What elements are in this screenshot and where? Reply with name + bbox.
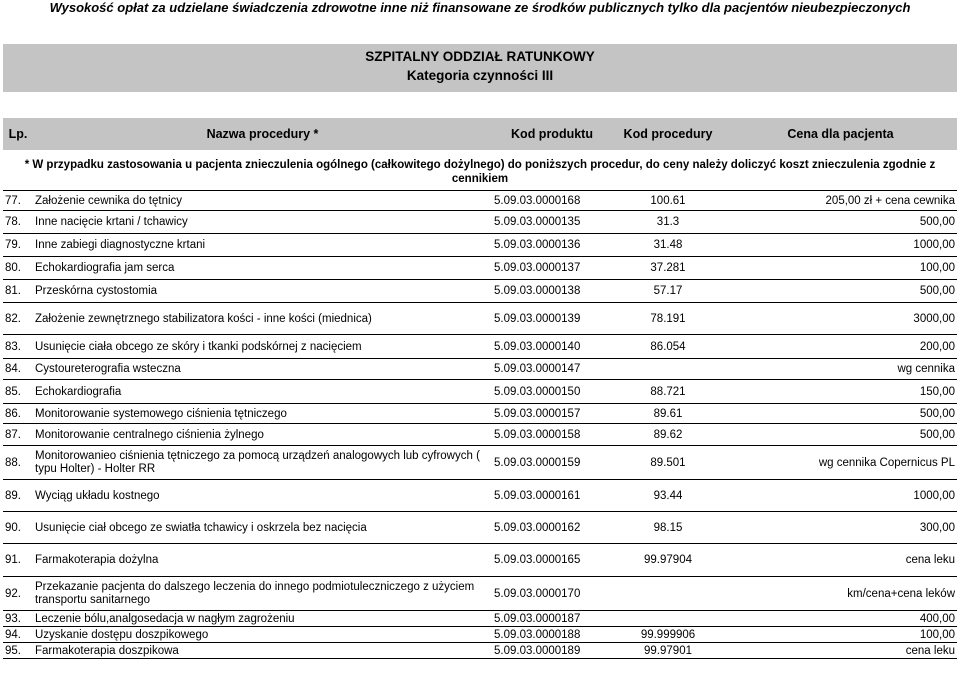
row-price: 500,00 <box>724 404 957 424</box>
row-lp: 81. <box>3 280 33 303</box>
row-procedure-name: Inne nacięcie krtani / tchawicy <box>33 211 492 234</box>
row-product-code: 5.09.03.0000168 <box>492 191 612 211</box>
row-product-code: 5.09.03.0000137 <box>492 257 612 280</box>
header-procedure-code: Kod procedury <box>612 118 724 150</box>
row-price: 300,00 <box>724 512 957 544</box>
row-price: cena leku <box>724 643 957 659</box>
row-procedure-code: 31.48 <box>612 234 724 257</box>
row-lp: 90. <box>3 512 33 544</box>
row-lp: 92. <box>3 577 33 611</box>
row-product-code: 5.09.03.0000158 <box>492 424 612 446</box>
row-product-code: 5.09.03.0000150 <box>492 380 612 404</box>
row-procedure-name: Farmakoterapia dożylna <box>33 544 492 577</box>
row-product-code: 5.09.03.0000161 <box>492 480 612 512</box>
price-table <box>3 118 957 659</box>
row-product-code: 5.09.03.0000140 <box>492 335 612 359</box>
row-procedure-name: Leczenie bólu,analgosedacja w nagłym zagrożeniu <box>33 611 492 627</box>
table-row <box>3 191 957 211</box>
table-row <box>3 234 957 257</box>
row-price: km/cena+cena leków <box>724 577 957 611</box>
table-row <box>3 627 957 643</box>
row-lp: 78. <box>3 211 33 234</box>
row-price: 150,00 <box>724 380 957 404</box>
row-procedure-name: Przeskórna cystostomia <box>33 280 492 303</box>
table-row <box>3 577 957 611</box>
row-lp: 94. <box>3 627 33 643</box>
row-lp: 83. <box>3 335 33 359</box>
row-procedure-code: 86.054 <box>612 335 724 359</box>
row-lp: 86. <box>3 404 33 424</box>
row-product-code: 5.09.03.0000187 <box>492 611 612 627</box>
row-procedure-code: 57.17 <box>612 280 724 303</box>
row-procedure-name: Monitorowanieo ciśnienia tętniczego za pomocą urządzeń analogowych lub cyfrowych ( typu Holter) - Holter RR <box>33 446 492 480</box>
row-lp: 80. <box>3 257 33 280</box>
row-product-code: 5.09.03.0000157 <box>492 404 612 424</box>
row-product-code: 5.09.03.0000159 <box>492 446 612 480</box>
row-lp: 91. <box>3 544 33 577</box>
row-lp: 87. <box>3 424 33 446</box>
table-row <box>3 611 957 627</box>
table-row <box>3 643 957 659</box>
row-procedure-code: 99.97901 <box>612 643 724 659</box>
row-procedure-code: 88.721 <box>612 380 724 404</box>
table-row <box>3 512 957 544</box>
row-price: 1000,00 <box>724 234 957 257</box>
row-procedure-code <box>612 611 724 627</box>
row-procedure-code: 89.62 <box>612 424 724 446</box>
table-row <box>3 424 957 446</box>
row-product-code: 5.09.03.0000165 <box>492 544 612 577</box>
row-price: 200,00 <box>724 335 957 359</box>
row-lp: 85. <box>3 380 33 404</box>
row-procedure-name: Monitorowanie systemowego ciśnienia tętniczego <box>33 404 492 424</box>
table-row <box>3 303 957 335</box>
row-lp: 93. <box>3 611 33 627</box>
row-procedure-code: 99.999906 <box>612 627 724 643</box>
row-procedure-name: Echokardiografia jam serca <box>33 257 492 280</box>
row-procedure-name: Wyciąg układu kostnego <box>33 480 492 512</box>
row-procedure-name: Farmakoterapia doszpikowa <box>33 643 492 659</box>
row-procedure-name: Usunięcie ciał obcego ze swiatła tchawicy i oskrzela bez nacięcia <box>33 512 492 544</box>
row-product-code: 5.09.03.0000162 <box>492 512 612 544</box>
row-procedure-code: 100.61 <box>612 191 724 211</box>
row-lp: 77. <box>3 191 33 211</box>
row-procedure-code: 37.281 <box>612 257 724 280</box>
row-procedure-code: 89.501 <box>612 446 724 480</box>
department-name: SZPITALNY ODDZIAŁ RATUNKOWY <box>365 49 595 64</box>
row-product-code: 5.09.03.0000136 <box>492 234 612 257</box>
row-procedure-name: Uzyskanie dostępu doszpikowego <box>33 627 492 643</box>
table-row <box>3 544 957 577</box>
row-procedure-code: 98.15 <box>612 512 724 544</box>
row-price: 3000,00 <box>724 303 957 335</box>
row-lp: 89. <box>3 480 33 512</box>
row-procedure-name: Echokardiografia <box>33 380 492 404</box>
row-product-code: 5.09.03.0000135 <box>492 211 612 234</box>
row-lp: 84. <box>3 359 33 380</box>
row-price: 500,00 <box>724 280 957 303</box>
row-lp: 88. <box>3 446 33 480</box>
row-price: cena leku <box>724 544 957 577</box>
category-label: Kategoria czynności III <box>406 68 554 83</box>
row-procedure-name: Cystoureterografia wsteczna <box>33 359 492 380</box>
table-row <box>3 335 957 359</box>
row-procedure-code <box>612 577 724 611</box>
row-price: wg cennika Copernicus PL <box>724 446 957 480</box>
row-price: 1000,00 <box>724 480 957 512</box>
table-row <box>3 404 957 424</box>
row-procedure-code: 99.97904 <box>612 544 724 577</box>
table-row <box>3 257 957 280</box>
header-lp: Lp. <box>3 118 33 150</box>
row-price: 500,00 <box>724 424 957 446</box>
row-lp: 79. <box>3 234 33 257</box>
document-title: Wysokość opłat za udzielane świadczenia zdrowotne inne niż finansowane ze środków publicznych tylko dla pacjentów nieubezpieczonych <box>49 0 911 15</box>
row-procedure-code <box>612 359 724 380</box>
header-name: Nazwa procedury * <box>33 118 492 150</box>
anesthesia-note: * W przypadku zastosowania u pacjenta znieczulenia ogólnego (całkowitego dożylnego) do poniższych procedur, do ceny należy doliczyć koszt znieczulenia zgodnie z cennikiem <box>3 150 957 191</box>
row-product-code: 5.09.03.0000188 <box>492 627 612 643</box>
header-product-code: Kod produktu <box>492 118 612 150</box>
row-procedure-name: Usunięcie ciała obcego ze skóry i tkanki podskórnej z nacięciem <box>33 335 492 359</box>
row-procedure-name: Monitorowanie centralnego ciśnienia żylnego <box>33 424 492 446</box>
row-product-code: 5.09.03.0000139 <box>492 303 612 335</box>
row-procedure-name: Inne zabiegi diagnostyczne krtani <box>33 234 492 257</box>
header-price: Cena dla pacjenta <box>724 118 957 150</box>
row-price: 400,00 <box>724 611 957 627</box>
table-row <box>3 480 957 512</box>
row-price: 100,00 <box>724 257 957 280</box>
row-price: 500,00 <box>724 211 957 234</box>
table-row <box>3 211 957 234</box>
row-product-code: 5.09.03.0000138 <box>492 280 612 303</box>
row-price: 205,00 zł + cena cewnika <box>724 191 957 211</box>
table-row <box>3 280 957 303</box>
row-procedure-code: 78.191 <box>612 303 724 335</box>
table-header-row <box>3 118 957 150</box>
row-procedure-code: 31.3 <box>612 211 724 234</box>
row-price: 100,00 <box>724 627 957 643</box>
anesthesia-note-row <box>3 150 957 191</box>
row-lp: 82. <box>3 303 33 335</box>
table-row <box>3 446 957 480</box>
row-product-code: 5.09.03.0000189 <box>492 643 612 659</box>
table-row <box>3 359 957 380</box>
row-procedure-code: 93.44 <box>612 480 724 512</box>
row-procedure-name: Założenie cewnika do tętnicy <box>33 191 492 211</box>
row-product-code: 5.09.03.0000170 <box>492 577 612 611</box>
row-procedure-name: Założenie zewnętrznego stabilizatora kości - inne kości (miednica) <box>33 303 492 335</box>
row-procedure-name: Przekazanie pacjenta do dalszego leczenia do innego podmiotuleczniczego z użyciem transportu sanitarnego <box>33 577 492 611</box>
row-lp: 95. <box>3 643 33 659</box>
row-procedure-code: 89.61 <box>612 404 724 424</box>
section-title-block <box>3 44 957 92</box>
row-product-code: 5.09.03.0000147 <box>492 359 612 380</box>
row-price: wg cennika <box>724 359 957 380</box>
table-row <box>3 380 957 404</box>
